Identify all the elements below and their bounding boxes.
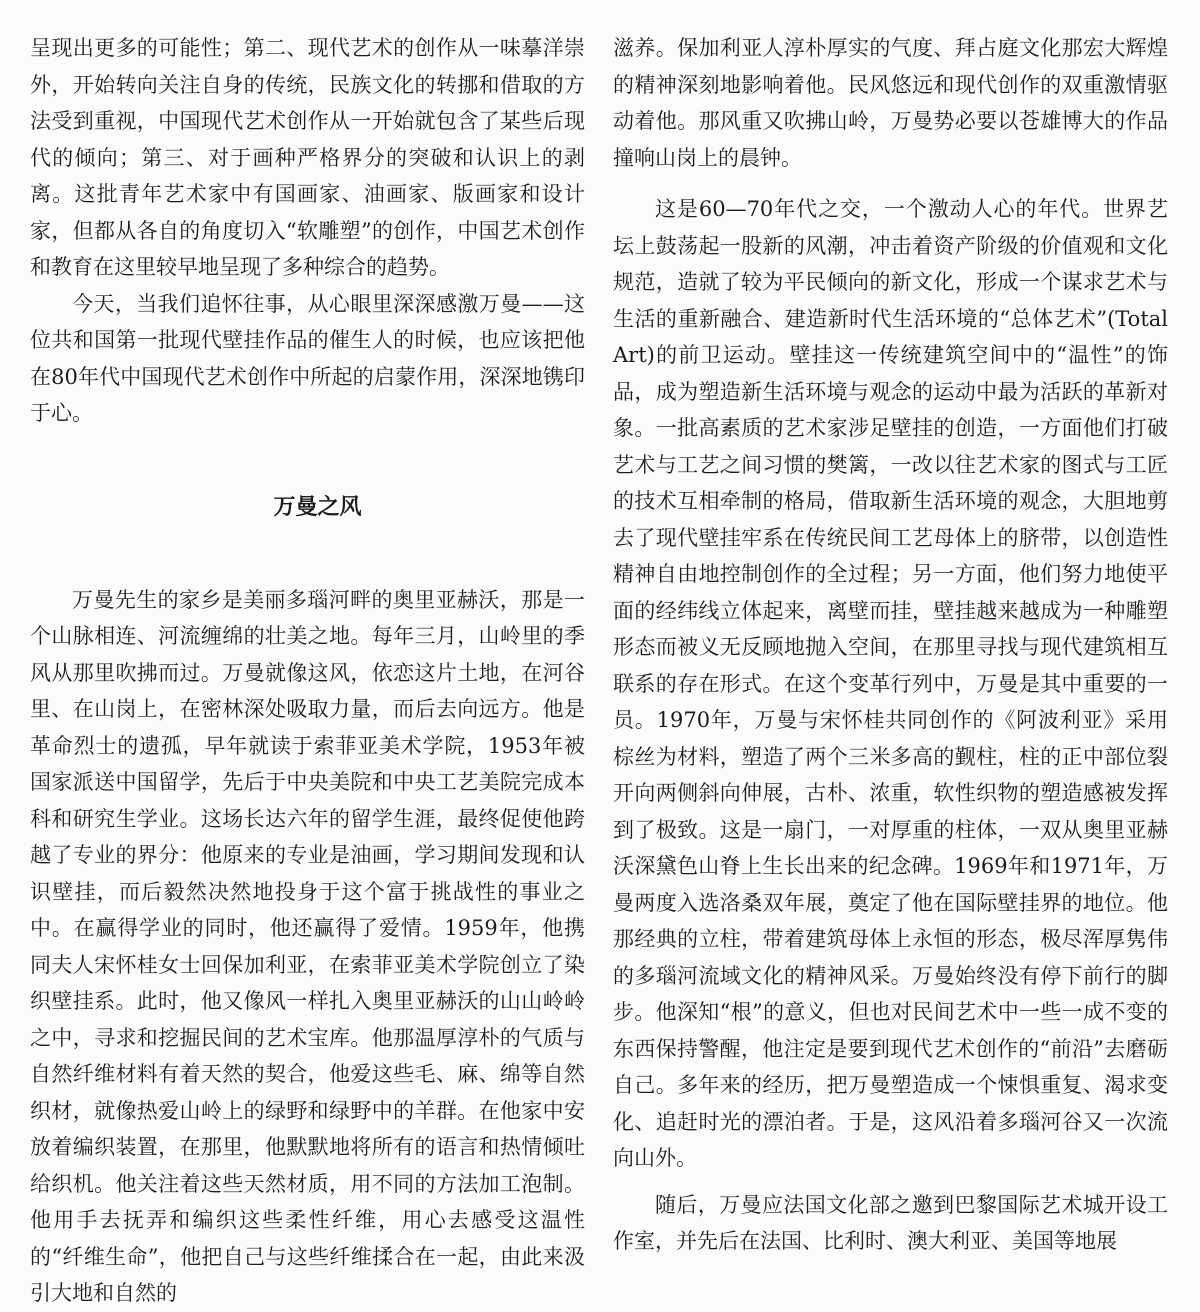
section-heading: 万曼之风 [273, 493, 362, 520]
left-paragraph-3: 万曼先生的家乡是美丽多瑙河畔的奥里亚赫沃，那是一个山脉相连、河流缠绵的壮美之地。每年三月，山岭里的季风从那里吹拂而过。万曼就像这风，依恋这片土地，在河谷里、在山岗上，在密林深处吸取力量，而后去向远方。他是革命烈士的遗孤，早年就读于索菲亚美术学院，1953年被国家派送中国留学，先后于中央美院和中央工艺美院完成本科和研究生学业。这场长达六年的留学生涯，最终促使他跨越了专业的界分：他原来的专业是油画，学习期间发现和认识壁挂，而后毅然决然地投身于这个富于挑战性的事业之中。在赢得学业的同时，他还赢得了爱情。1959年，他携同夫人宋怀桂女士回保加利亚，在索菲亚美术学院创立了染织壁挂系。此时，他又像风一样扎入奥里亚赫沃的山山岭岭之中，寻求和挖掘民间的艺术宝库。他那温厚淳朴的气质与自然纤维材料有着天然的契合，他爱这些毛、麻、绵等自然织材，就像热爱山岭上的绿野和绿野中的羊群。在他家中安放着编织装置，在那里，他默默地将所有的语言和热情倾吐给织机。他关注着这些天然材质，用不同的方法加工泡制。他用手去抚弄和编织这些柔性纤维，用心去感受这温性的“纤维生命”，他把自己与这些纤维揉合在一起，由此来汲引大地和自然的 [30, 587, 585, 1305]
left-paragraph-1: 呈现出更多的可能性；第二、现代艺术的创作从一味摹洋崇外，开始转向关注自身的传统，民族文化的转挪和借取的方法受到重视，中国现代艺术创作从一开始就包含了某些后现代的倾向；第三、对于画种严格界分的突破和认识上的剥离。这批青年艺术家中有国画家、油画家、版画家和设计家，但都从各自的角度切入“软雕塑”的创作，中国艺术创作和教育在这里较早地呈现了多种综合的趋势。 [30, 36, 585, 279]
right-paragraph-1: 滋养。保加利亚人淳朴厚实的气度、拜占庭文化那宏大辉煌的精神深刻地影响着他。民风悠远和现代创作的双重激情驱动着他。那风重又吹拂山岭，万曼势必要以苍雄博大的作品撞响山岗上的晨钟。 [613, 36, 1168, 170]
right-column [613, 30, 1168, 1260]
section-heading-wrap [30, 432, 585, 582]
left-paragraph-2: 今天，当我们追怀往事，从心眼里深深感激万曼——这位共和国第一批现代壁挂作品的催生人的时候，也应该把他在80年代中国现代艺术创作中所起的启蒙作用，深深地镌印于心。 [30, 291, 585, 425]
right-paragraph-2: 这是60—70年代之交，一个激动人心的年代。世界艺坛上鼓荡起一股新的风潮，冲击着资产阶级的价值观和文化规范，造就了较为平民倾向的新文化，形成一个谋求艺术与生活的重新融合、建造新时代生活环境的“总体艺术”(Total Art)的前卫运动。壁挂这一传统建筑空间中的“温性”的饰品，成为塑造新生活环境与观念的运动中最为活跃的革新对象。一批高素质的艺术家涉足壁挂的创造，一方面他们打破艺术与工艺之间习惯的樊篱，一改以往艺术家的图式与工匠的技术互相牵制的格局，借取新生活环境的观念，大胆地剪去了现代壁挂牢系在传统民间工艺母体上的脐带，以创造性精神自由地控制创作的全过程；另一方面，他们努力地使平面的经纬线立体起来，离壁而挂，壁挂越来越成为一种雕塑形态而被义无反顾地抛入空间，在那里寻找与现代建筑相互联系的存在形式。在这个变革行列中，万曼是其中重要的一员。1970年，万曼与宋怀桂共同创作的《阿波利亚》采用棕丝为材料，塑造了两个三米多高的觐柱，柱的正中部位裂开向两侧斜向伸展，古朴、浓重，软性织物的塑造感被发挥到了极致。这是一扇门，一对厚重的柱体，一双从奥里亚赫沃深黛色山脊上生长出来的纪念碑。1969年和1971年，万曼两度入选洛桑双年展，奠定了他在国际壁挂界的地位。他那经典的立柱，带着建筑母体上永恒的形态，极尽浑厚隽伟的多瑙河流域文化的精神风采。万曼始终没有停下前行的脚步。他深知“根”的意义，但也对民间艺术中一些一成不变的东西保持警醒，他注定是要到现代艺术创作的“前沿”去磨砺自己。多年来的经历，把万曼塑造成一个悚惧重复、渴求变化、追赶时光的漂泊者。于是，这风沿着多瑙河谷又一次流向山外。 [613, 197, 1168, 1170]
left-column [30, 30, 585, 1312]
right-paragraph-3: 随后，万曼应法国文化部之邀到巴黎国际艺术城开设工作室，并先后在法国、比利时、澳大利亚、美国等地展 [613, 1192, 1168, 1253]
